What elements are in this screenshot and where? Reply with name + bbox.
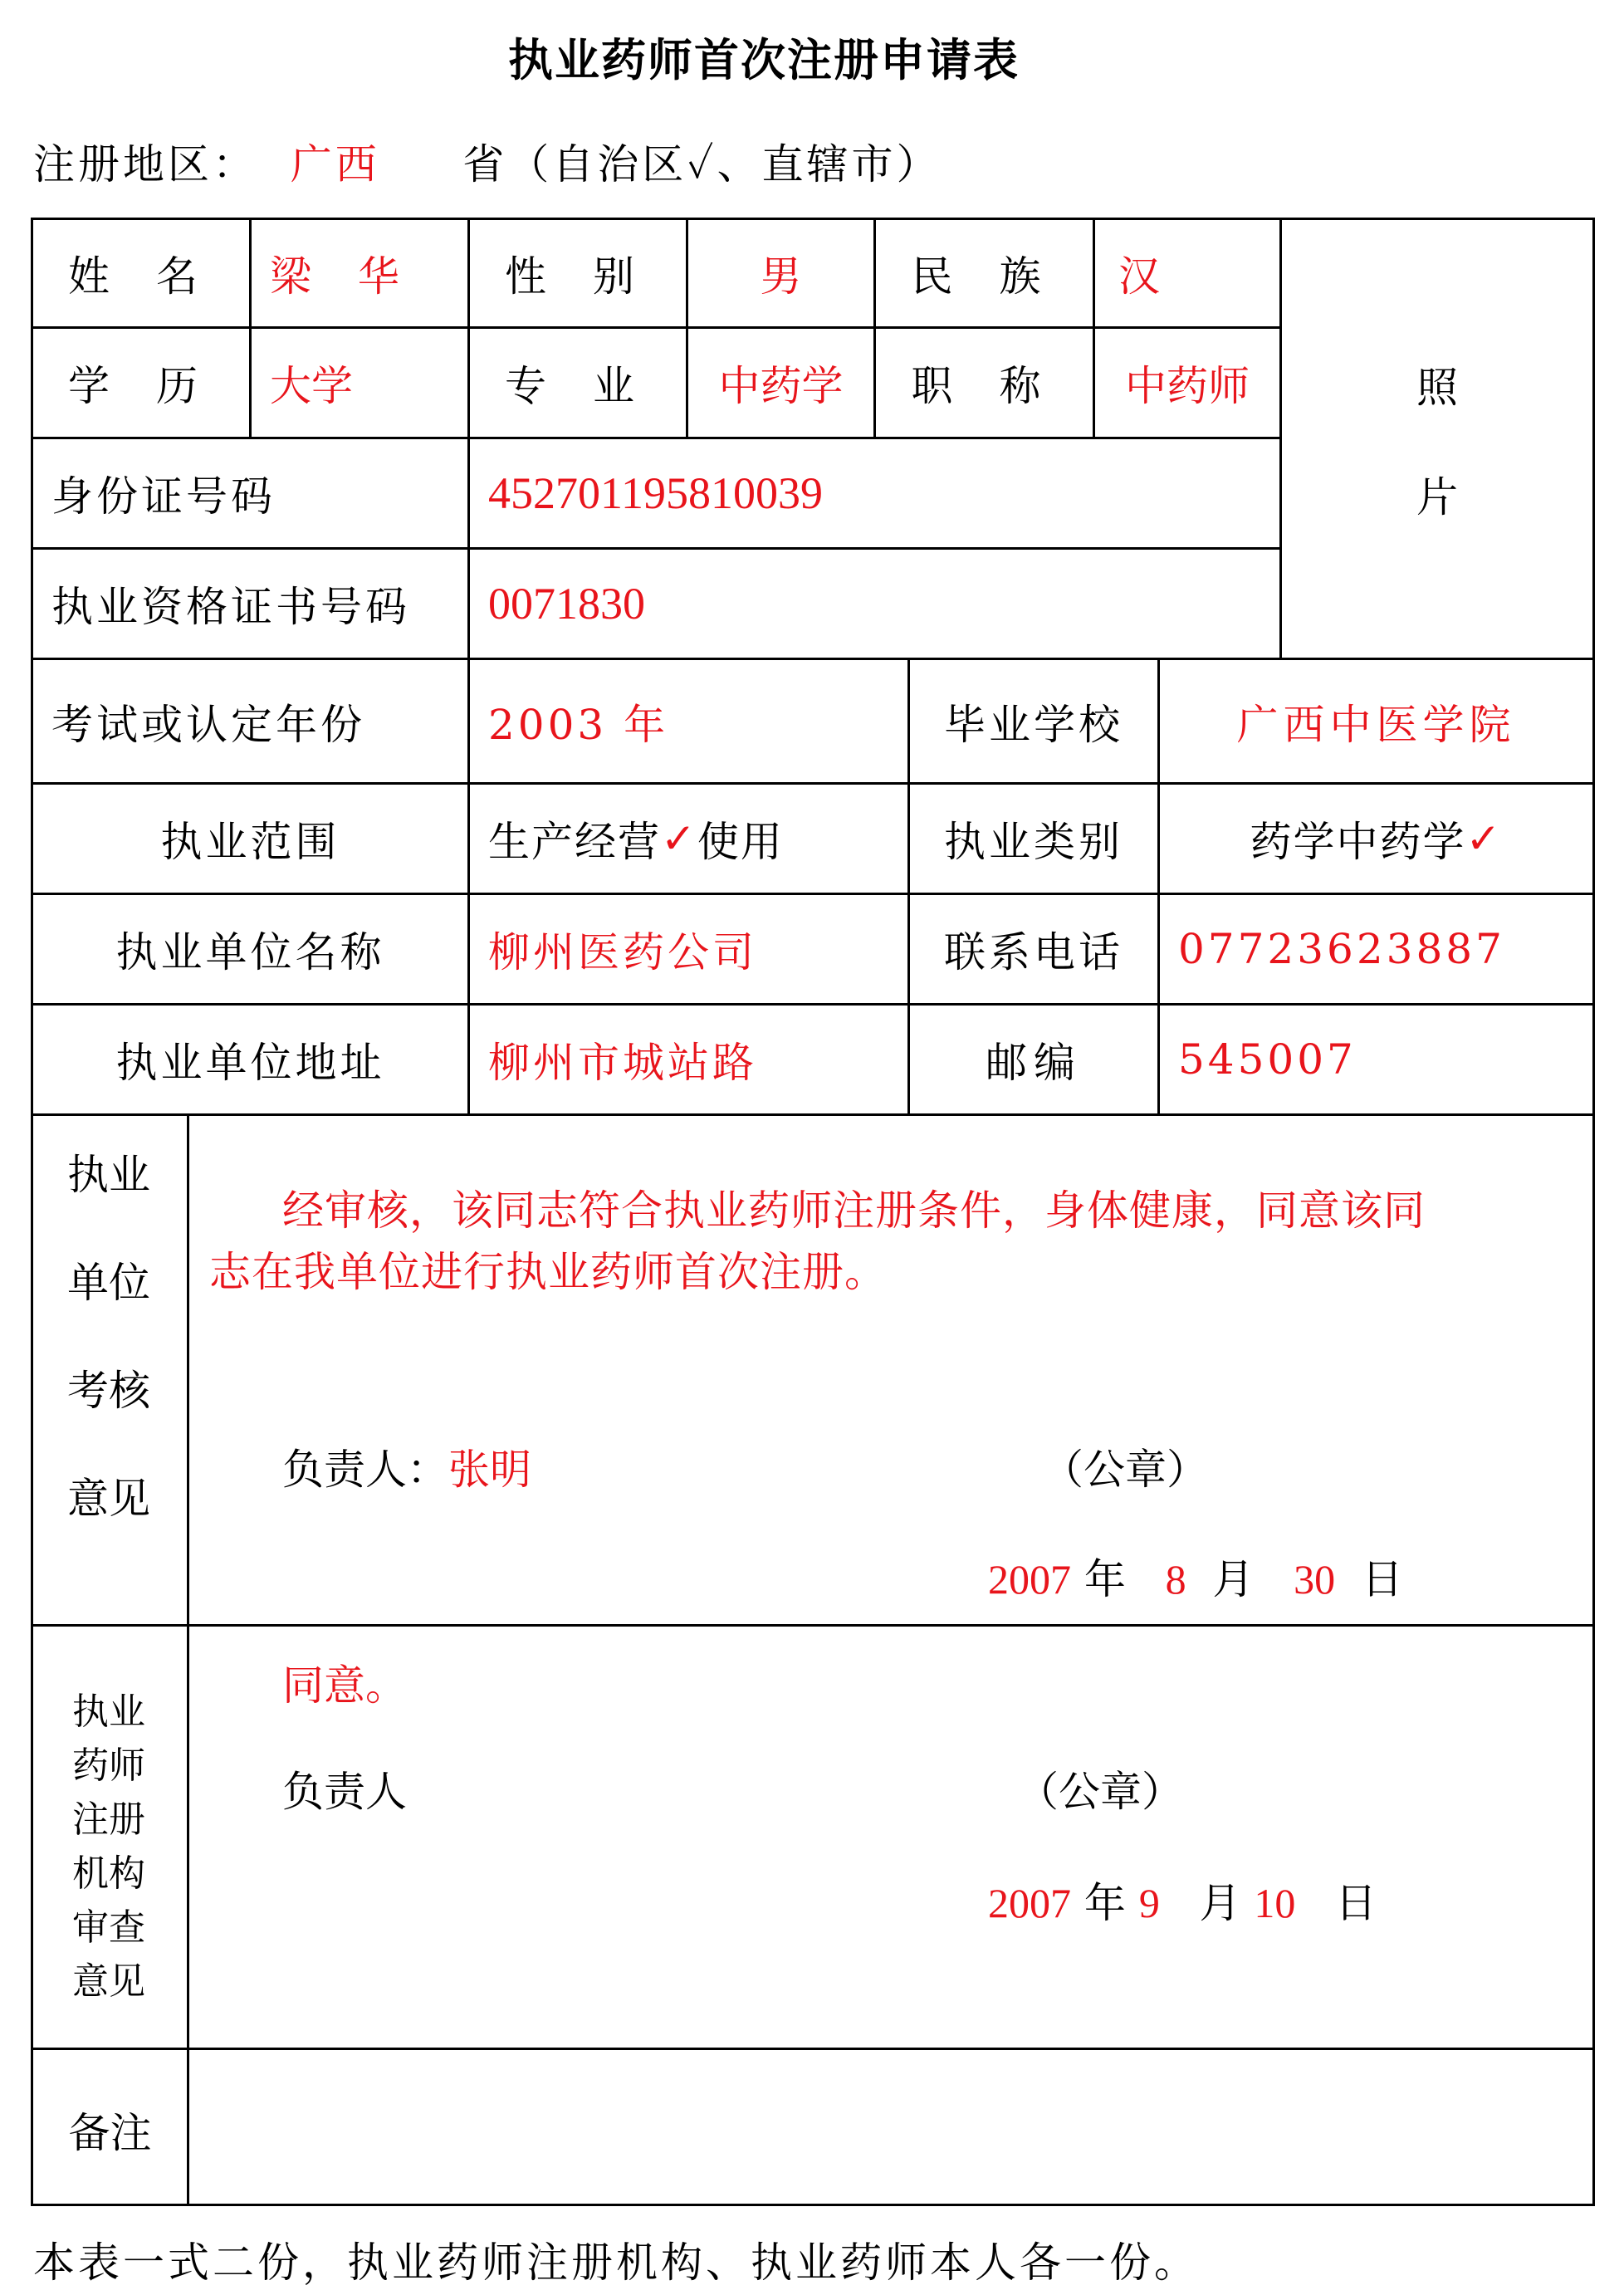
day-unit: 日 <box>1361 1555 1403 1603</box>
registry-review-label-4: 机构 <box>72 1852 145 1895</box>
employer-review-label-4: 意见 <box>67 1475 150 1523</box>
employer-review-label-3: 考核 <box>67 1367 150 1415</box>
registry-review-date <box>988 1870 1377 1930</box>
month-unit: 月 <box>1212 1555 1255 1603</box>
employer-opinion-line2: 志在我单位进行执业药师首次注册。 <box>209 1248 887 1296</box>
practice-category-options <box>1157 782 1595 895</box>
registry-review-label-1: 执业 <box>72 1691 145 1733</box>
check-mark-icon: ✓ <box>661 815 697 863</box>
date-month[interactable]: 9 <box>1138 1880 1160 1926</box>
photo-label-1: 照 <box>1416 363 1458 412</box>
major-label: 专 业 <box>467 326 688 439</box>
gender-value[interactable]: 男 <box>686 218 876 329</box>
region-label: 注册地区： <box>33 140 257 188</box>
major-value[interactable]: 中药学 <box>686 326 876 439</box>
cert-number-label: 执业资格证书号码 <box>31 547 470 660</box>
employer-review-label-1: 执业 <box>67 1151 150 1199</box>
phone-label: 联系电话 <box>907 893 1160 1006</box>
scope-option-use[interactable]: 使用 <box>697 818 784 866</box>
school-label: 毕业学校 <box>907 658 1160 785</box>
employer-name-label: 执业单位名称 <box>31 893 470 1006</box>
exam-year-label: 考试或认定年份 <box>31 658 470 785</box>
registry-review-label-5: 审查 <box>72 1906 145 1949</box>
employer-address-label: 执业单位地址 <box>31 1003 470 1116</box>
school-value[interactable]: 广西中医学院 <box>1157 658 1595 785</box>
postcode-label: 邮编 <box>907 1003 1160 1116</box>
employer-opinion-line1: 经审核，该同志符合执业药师注册条件，身体健康，同意该同 <box>282 1187 1426 1235</box>
region-value[interactable]: 广西 <box>290 140 380 188</box>
title-value[interactable]: 中药师 <box>1093 326 1282 439</box>
practice-scope-label: 执业范围 <box>31 782 470 895</box>
gender-label: 性 别 <box>467 218 688 329</box>
name-value[interactable]: 梁 华 <box>249 218 470 329</box>
region-suffix: 省（自治区✓、直辖市） <box>462 140 942 188</box>
check-mark-icon: ✓ <box>1465 815 1503 863</box>
id-number-value[interactable]: 452701195810039 <box>467 437 1282 550</box>
month-unit: 月 <box>1199 1879 1241 1927</box>
responsible-label: 负责人： <box>282 1446 448 1494</box>
year-unit: 年 <box>1083 1555 1126 1603</box>
practice-scope-options <box>467 782 910 895</box>
day-unit: 日 <box>1335 1879 1377 1927</box>
employer-name-value[interactable]: 柳州医药公司 <box>467 893 910 1006</box>
practice-category-label: 执业类别 <box>907 782 1160 895</box>
registry-review-label-2: 药师 <box>72 1744 145 1787</box>
registry-opinion: 同意。 <box>282 1661 407 1710</box>
scope-option-business[interactable]: 经营 <box>575 818 661 866</box>
ethnicity-value[interactable]: 汉 <box>1093 218 1282 329</box>
registry-review-label-6: 意见 <box>72 1960 145 2003</box>
remarks-field[interactable] <box>187 2048 1595 2206</box>
ethnicity-label: 民 族 <box>873 218 1095 329</box>
responsible-value[interactable]: 张明 <box>448 1446 531 1494</box>
education-value[interactable]: 大学 <box>249 326 470 439</box>
title-label: 职 称 <box>873 326 1095 439</box>
registry-review-label-3: 注册 <box>72 1798 145 1841</box>
date-year[interactable]: 2007 <box>988 1556 1071 1603</box>
category-option-tcm-pharmacy[interactable]: 中药学 <box>1336 818 1466 866</box>
education-label: 学 历 <box>31 326 252 439</box>
date-year[interactable]: 2007 <box>988 1880 1071 1926</box>
photo-box[interactable] <box>1279 218 1595 660</box>
employer-review-label-2: 单位 <box>67 1259 150 1307</box>
year-unit: 年 <box>1083 1879 1126 1927</box>
exam-year-value[interactable]: 2003 年 <box>467 658 910 785</box>
date-month[interactable]: 8 <box>1165 1556 1186 1603</box>
registry-responsible-label: 负责人 <box>282 1768 407 1816</box>
employer-responsible <box>282 1436 531 1496</box>
employer-address-value[interactable]: 柳州市城站路 <box>467 1003 910 1116</box>
remarks-label: 备注 <box>31 2048 189 2206</box>
postcode-value[interactable]: 545007 <box>1157 1003 1595 1116</box>
date-day[interactable]: 30 <box>1294 1556 1336 1603</box>
form-title: 执业药师首次注册申请表 <box>508 34 1020 86</box>
employer-review-date <box>988 1546 1403 1606</box>
footer-note: 本表一式二份，执业药师注册机构、执业药师本人各一份。 <box>33 2239 1199 2287</box>
scope-option-production[interactable]: 生产 <box>488 818 575 866</box>
cert-number-value[interactable]: 0071830 <box>467 547 1282 660</box>
phone-value[interactable]: 07723623887 <box>1157 893 1595 1006</box>
employer-seal: （公章） <box>1042 1446 1208 1494</box>
photo-label-2: 片 <box>1416 472 1458 521</box>
id-number-label: 身份证号码 <box>31 437 470 550</box>
category-option-pharmacy[interactable]: 药学 <box>1250 818 1337 866</box>
date-day[interactable]: 10 <box>1254 1880 1296 1926</box>
name-label: 姓 名 <box>31 218 252 329</box>
registry-seal: （公章） <box>1017 1768 1183 1816</box>
registration-region <box>33 131 942 191</box>
